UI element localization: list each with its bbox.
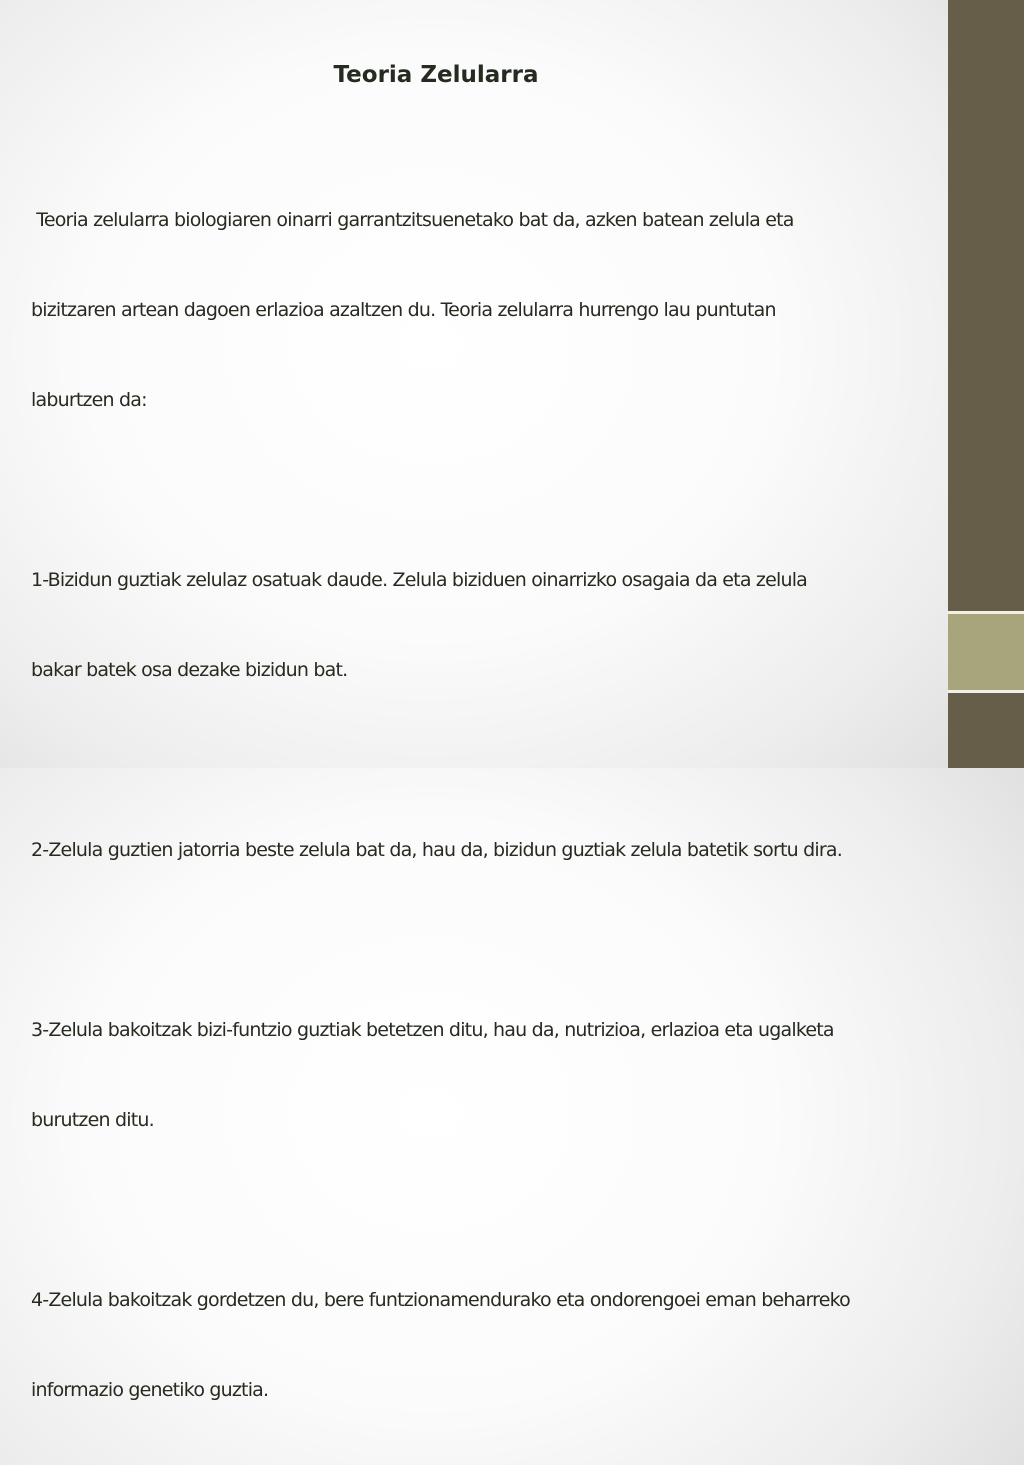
point-line: informazio genetiko guztia. (31, 1379, 269, 1401)
point-line: burutzen ditu. (31, 1109, 154, 1131)
paragraph-spacer (31, 745, 1024, 775)
point-line: bakar batek osa dezake bizidun bat. (31, 659, 348, 681)
slide-title: Teoria Zelularra (333, 62, 539, 88)
point-1 (31, 505, 1024, 745)
point-line: 1-Bizidun guztiak zelulaz osatuak daude. Zelula biziduen oinarrizko osagaia da eta zelula (31, 569, 808, 591)
slide-body (31, 145, 1024, 1465)
point-line: 2-Zelula guztien jatorria beste zelula bat da, hau da, bizidun guztiak zelula batetik sortu dira. (31, 839, 842, 861)
point-line: 4-Zelula bakoitzak gordetzen du, bere funtzionamendurako eta ondorengoei eman beharreko (31, 1289, 850, 1311)
intro-line: laburtzen da: (31, 389, 147, 411)
intro-line: bizitzaren artean dagoen erlazioa azaltzen du. Teoria zelularra hurrengo lau puntutan (31, 299, 776, 321)
intro-line: Teoria zelularra biologiaren oinarri garrantzitsuenetako bat da, azken batean zelula eta (31, 209, 794, 231)
paragraph-spacer (31, 925, 1024, 955)
point-4 (31, 1225, 1024, 1465)
paragraph-spacer (31, 475, 1024, 505)
point-3 (31, 955, 1024, 1195)
paragraph-spacer (31, 1195, 1024, 1225)
intro-paragraph (31, 145, 1024, 475)
point-2 (31, 775, 1024, 925)
point-line: 3-Zelula bakoitzak bizi-funtzio guztiak betetzen ditu, hau da, nutrizioa, erlazioa eta ugalketa (31, 1019, 834, 1041)
